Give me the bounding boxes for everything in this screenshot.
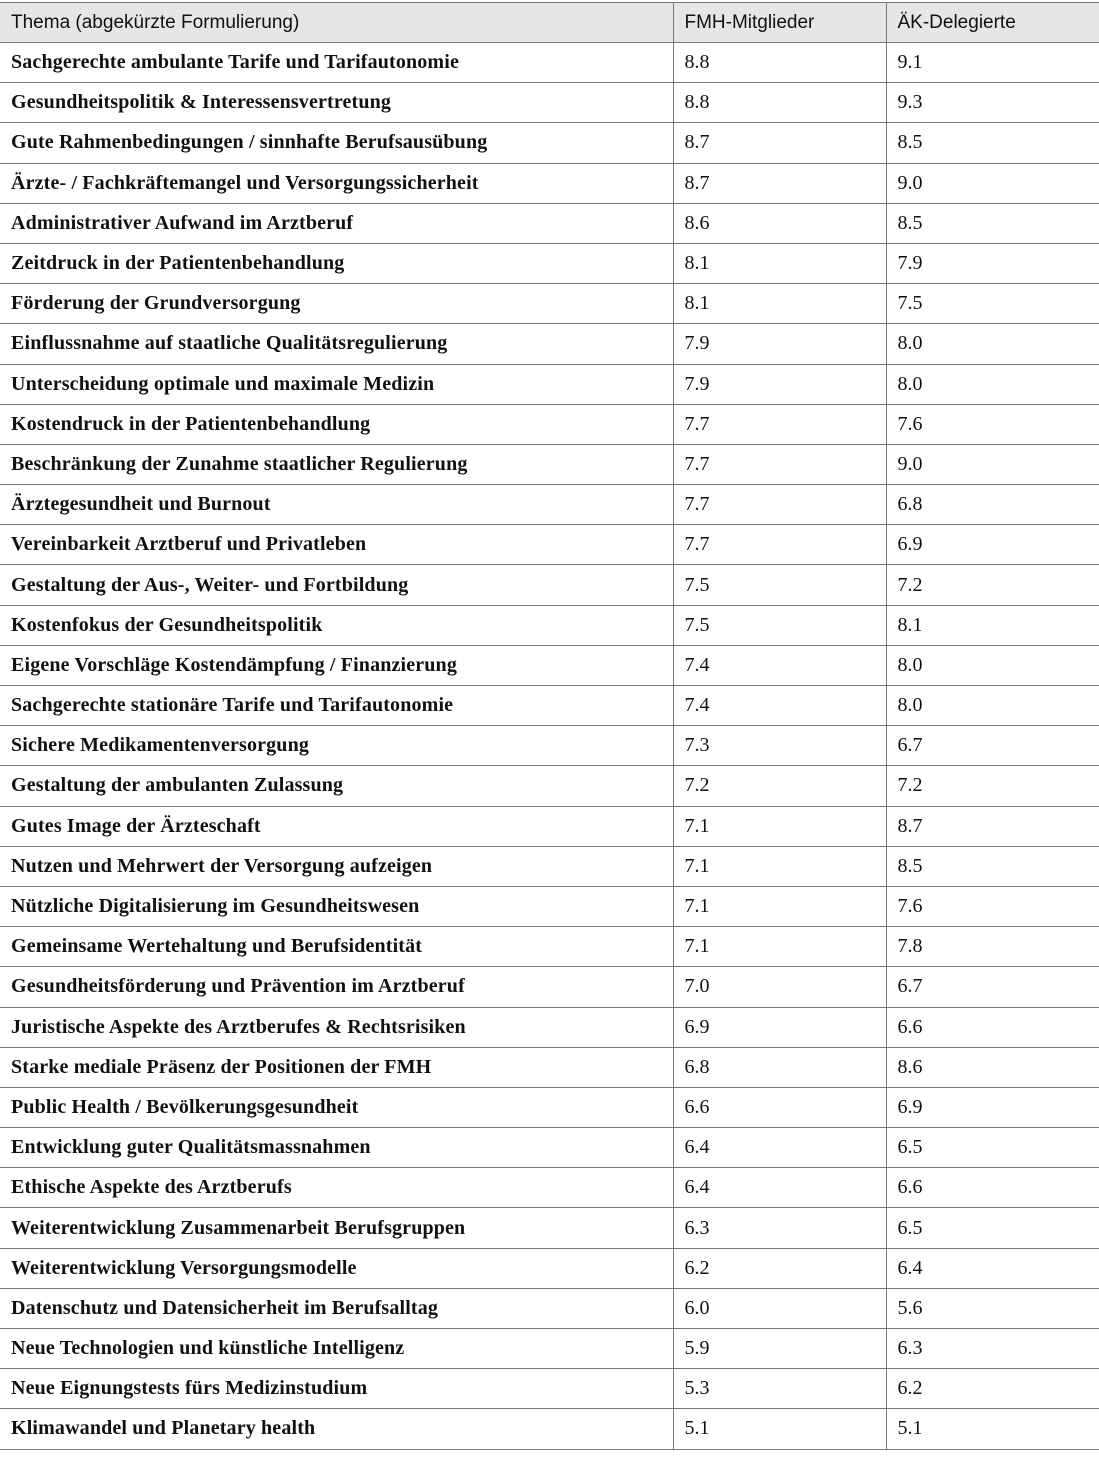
topic-cell: Sachgerechte ambulante Tarife und Tarifautonomie — [0, 43, 673, 83]
fmh-score-cell: 8.8 — [673, 43, 886, 83]
ak-score-cell: 8.0 — [886, 364, 1099, 404]
fmh-score-cell: 6.2 — [673, 1248, 886, 1288]
fmh-score-cell: 6.4 — [673, 1128, 886, 1168]
table-row — [0, 1369, 1099, 1409]
table-row — [0, 967, 1099, 1007]
table-row — [0, 364, 1099, 404]
topic-cell: Weiterentwicklung Zusammenarbeit Berufsgruppen — [0, 1208, 673, 1248]
topic-cell: Weiterentwicklung Versorgungsmodelle — [0, 1248, 673, 1288]
topic-cell: Gemeinsame Wertehaltung und Berufsidentität — [0, 927, 673, 967]
table-row — [0, 565, 1099, 605]
ak-score-cell: 8.7 — [886, 806, 1099, 846]
fmh-score-cell: 8.7 — [673, 163, 886, 203]
table-body — [0, 43, 1099, 1450]
ak-score-cell: 6.6 — [886, 1007, 1099, 1047]
table-row — [0, 1248, 1099, 1288]
fmh-score-cell: 7.4 — [673, 645, 886, 685]
table-row — [0, 1087, 1099, 1127]
topic-cell: Kostenfokus der Gesundheitspolitik — [0, 605, 673, 645]
table-row — [0, 1329, 1099, 1369]
topic-cell: Beschränkung der Zunahme staatlicher Regulierung — [0, 444, 673, 484]
ak-score-cell: 7.8 — [886, 927, 1099, 967]
ak-score-cell: 6.7 — [886, 967, 1099, 1007]
ak-score-cell: 6.5 — [886, 1208, 1099, 1248]
ak-score-cell: 9.1 — [886, 43, 1099, 83]
fmh-score-cell: 7.1 — [673, 927, 886, 967]
fmh-score-cell: 5.3 — [673, 1369, 886, 1409]
fmh-score-cell: 7.7 — [673, 444, 886, 484]
topic-cell: Administrativer Aufwand im Arztberuf — [0, 203, 673, 243]
ak-score-cell: 7.2 — [886, 766, 1099, 806]
ak-score-cell: 6.4 — [886, 1248, 1099, 1288]
ak-score-cell: 6.8 — [886, 485, 1099, 525]
table-row — [0, 123, 1099, 163]
table-row — [0, 485, 1099, 525]
topic-cell: Neue Eignungstests fürs Medizinstudium — [0, 1369, 673, 1409]
table-row — [0, 1288, 1099, 1328]
fmh-score-cell: 7.3 — [673, 726, 886, 766]
table-row — [0, 726, 1099, 766]
topic-cell: Gesundheitspolitik & Interessensvertretung — [0, 83, 673, 123]
table-row — [0, 243, 1099, 283]
topic-cell: Ärztegesundheit und Burnout — [0, 485, 673, 525]
topic-cell: Gestaltung der Aus-, Weiter- und Fortbildung — [0, 565, 673, 605]
fmh-score-cell: 6.6 — [673, 1087, 886, 1127]
fmh-score-cell: 7.1 — [673, 806, 886, 846]
fmh-score-cell: 8.7 — [673, 123, 886, 163]
fmh-score-cell: 7.7 — [673, 485, 886, 525]
ak-score-cell: 9.0 — [886, 163, 1099, 203]
table-row — [0, 886, 1099, 926]
table-row — [0, 686, 1099, 726]
topic-cell: Starke mediale Präsenz der Positionen der FMH — [0, 1047, 673, 1087]
table-row — [0, 404, 1099, 444]
ak-score-cell: 5.6 — [886, 1288, 1099, 1328]
ak-score-cell: 6.7 — [886, 726, 1099, 766]
fmh-score-cell: 7.5 — [673, 605, 886, 645]
fmh-score-cell: 6.8 — [673, 1047, 886, 1087]
fmh-score-cell: 6.0 — [673, 1288, 886, 1328]
topic-cell: Sachgerechte stationäre Tarife und Tarifautonomie — [0, 686, 673, 726]
fmh-score-cell: 5.1 — [673, 1409, 886, 1449]
ak-score-cell: 9.3 — [886, 83, 1099, 123]
header-fmh-members: FMH-Mitglieder — [673, 3, 886, 43]
table-row — [0, 846, 1099, 886]
fmh-score-cell: 8.8 — [673, 83, 886, 123]
ak-score-cell: 7.2 — [886, 565, 1099, 605]
ak-score-cell: 8.1 — [886, 605, 1099, 645]
ak-score-cell: 8.5 — [886, 846, 1099, 886]
topic-cell: Gesundheitsförderung und Prävention im Arztberuf — [0, 967, 673, 1007]
fmh-score-cell: 8.1 — [673, 284, 886, 324]
fmh-score-cell: 8.6 — [673, 203, 886, 243]
topic-cell: Eigene Vorschläge Kostendämpfung / Finanzierung — [0, 645, 673, 685]
topic-cell: Gute Rahmenbedingungen / sinnhafte Berufsausübung — [0, 123, 673, 163]
topics-table — [0, 2, 1099, 1450]
table-header — [0, 3, 1099, 43]
topic-cell: Entwicklung guter Qualitätsmassnahmen — [0, 1128, 673, 1168]
topic-cell: Förderung der Grundversorgung — [0, 284, 673, 324]
fmh-score-cell: 7.5 — [673, 565, 886, 605]
table-row — [0, 1168, 1099, 1208]
table-row — [0, 645, 1099, 685]
fmh-score-cell: 7.0 — [673, 967, 886, 1007]
fmh-score-cell: 6.3 — [673, 1208, 886, 1248]
table-row — [0, 203, 1099, 243]
table-row — [0, 324, 1099, 364]
ak-score-cell: 6.6 — [886, 1168, 1099, 1208]
fmh-score-cell: 7.9 — [673, 364, 886, 404]
topic-cell: Ärzte- / Fachkräftemangel und Versorgungssicherheit — [0, 163, 673, 203]
ak-score-cell: 6.9 — [886, 1087, 1099, 1127]
table-row — [0, 163, 1099, 203]
ak-score-cell: 8.6 — [886, 1047, 1099, 1087]
ak-score-cell: 8.0 — [886, 324, 1099, 364]
table-row — [0, 83, 1099, 123]
fmh-score-cell: 6.4 — [673, 1168, 886, 1208]
ak-score-cell: 8.0 — [886, 686, 1099, 726]
topic-cell: Unterscheidung optimale und maximale Medizin — [0, 364, 673, 404]
table-row — [0, 1208, 1099, 1248]
ak-score-cell: 7.6 — [886, 404, 1099, 444]
topic-cell: Nutzen und Mehrwert der Versorgung aufzeigen — [0, 846, 673, 886]
ak-score-cell: 7.5 — [886, 284, 1099, 324]
ak-score-cell: 8.5 — [886, 123, 1099, 163]
ak-score-cell: 7.9 — [886, 243, 1099, 283]
ak-score-cell: 9.0 — [886, 444, 1099, 484]
fmh-score-cell: 7.7 — [673, 525, 886, 565]
fmh-score-cell: 7.1 — [673, 846, 886, 886]
table-row — [0, 605, 1099, 645]
fmh-score-cell: 8.1 — [673, 243, 886, 283]
fmh-score-cell: 6.9 — [673, 1007, 886, 1047]
header-topic: Thema (abgekürzte Formulierung) — [0, 3, 673, 43]
ak-score-cell: 6.5 — [886, 1128, 1099, 1168]
topic-cell: Klimawandel und Planetary health — [0, 1409, 673, 1449]
ak-score-cell: 6.2 — [886, 1369, 1099, 1409]
ak-score-cell: 7.6 — [886, 886, 1099, 926]
ak-score-cell: 8.5 — [886, 203, 1099, 243]
topic-cell: Gestaltung der ambulanten Zulassung — [0, 766, 673, 806]
topic-cell: Juristische Aspekte des Arztberufes & Rechtsrisiken — [0, 1007, 673, 1047]
table-row — [0, 525, 1099, 565]
ak-score-cell: 6.3 — [886, 1329, 1099, 1369]
topic-cell: Public Health / Bevölkerungsgesundheit — [0, 1087, 673, 1127]
topic-cell: Sichere Medikamentenversorgung — [0, 726, 673, 766]
topic-cell: Ethische Aspekte des Arztberufs — [0, 1168, 673, 1208]
fmh-score-cell: 7.7 — [673, 404, 886, 444]
table-row — [0, 1047, 1099, 1087]
topic-cell: Vereinbarkeit Arztberuf und Privatleben — [0, 525, 673, 565]
topic-cell: Einflussnahme auf staatliche Qualitätsregulierung — [0, 324, 673, 364]
topic-cell: Nützliche Digitalisierung im Gesundheitswesen — [0, 886, 673, 926]
table-row — [0, 444, 1099, 484]
ak-score-cell: 8.0 — [886, 645, 1099, 685]
ak-score-cell: 5.1 — [886, 1409, 1099, 1449]
fmh-score-cell: 7.9 — [673, 324, 886, 364]
table-row — [0, 284, 1099, 324]
topic-cell: Neue Technologien und künstliche Intelligenz — [0, 1329, 673, 1369]
table-row — [0, 927, 1099, 967]
topic-cell: Datenschutz und Datensicherheit im Berufsalltag — [0, 1288, 673, 1328]
table-row — [0, 766, 1099, 806]
topic-cell: Kostendruck in der Patientenbehandlung — [0, 404, 673, 444]
topic-cell: Zeitdruck in der Patientenbehandlung — [0, 243, 673, 283]
topic-cell: Gutes Image der Ärzteschaft — [0, 806, 673, 846]
header-row — [0, 3, 1099, 43]
ak-score-cell: 6.9 — [886, 525, 1099, 565]
table-row — [0, 1128, 1099, 1168]
fmh-score-cell: 7.4 — [673, 686, 886, 726]
fmh-score-cell: 7.2 — [673, 766, 886, 806]
table-row — [0, 43, 1099, 83]
table-row — [0, 806, 1099, 846]
fmh-score-cell: 7.1 — [673, 886, 886, 926]
fmh-score-cell: 5.9 — [673, 1329, 886, 1369]
header-ak-delegates: ÄK-Delegierte — [886, 3, 1099, 43]
table-row — [0, 1409, 1099, 1449]
table-row — [0, 1007, 1099, 1047]
